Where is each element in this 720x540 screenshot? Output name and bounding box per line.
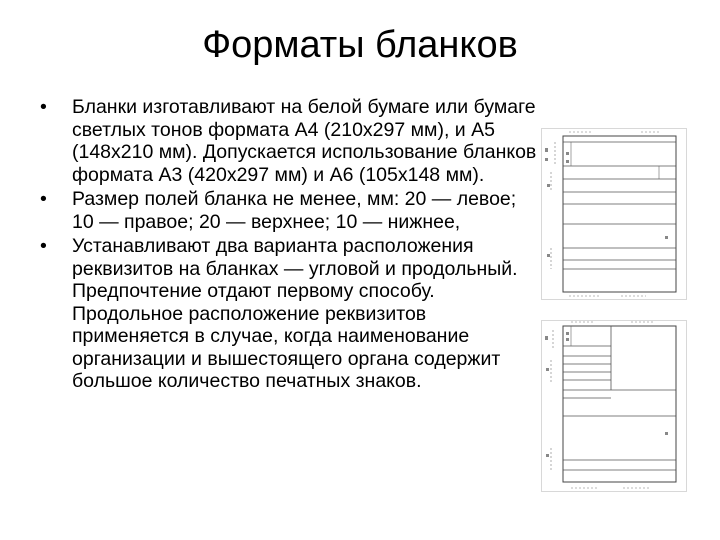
corner-form-layout-diagram (541, 320, 687, 492)
bullet-text: Бланки изготавливают на белой бумаге или бумаге светлых тонов формата А4 (210х297 мм), и А5 (148х210 мм). Допускается использование бланков формата А3 (420х297 мм) и А6 (105х148 мм). (72, 96, 537, 186)
bullet-text: Размер полей бланка не менее, мм: 20 — левое; 10 — правое; 20 — верхнее; 10 — нижнее, (72, 188, 517, 233)
longitudinal-form-layout-diagram (541, 128, 687, 300)
bullet-marker: • (40, 235, 47, 257)
bullet-item (40, 96, 540, 186)
bullet-list (40, 96, 540, 395)
bullet-text: Устанавливают два варианта расположения реквизитов на бланках — угловой и продольный. Предпочтение отдают первому способу. Продольное расположение реквизитов применяется в случае, когда наименование организации и вышестоящего органа содержит большое количество печатных знаков. (72, 235, 518, 392)
bullet-item (40, 235, 540, 393)
bullet-marker: • (40, 188, 47, 210)
form-diagram-svg (541, 320, 687, 492)
slide-title: Форматы бланков (202, 24, 518, 66)
bullet-item (40, 188, 540, 233)
form-diagram-svg (541, 128, 687, 300)
bullet-marker: • (40, 96, 47, 118)
